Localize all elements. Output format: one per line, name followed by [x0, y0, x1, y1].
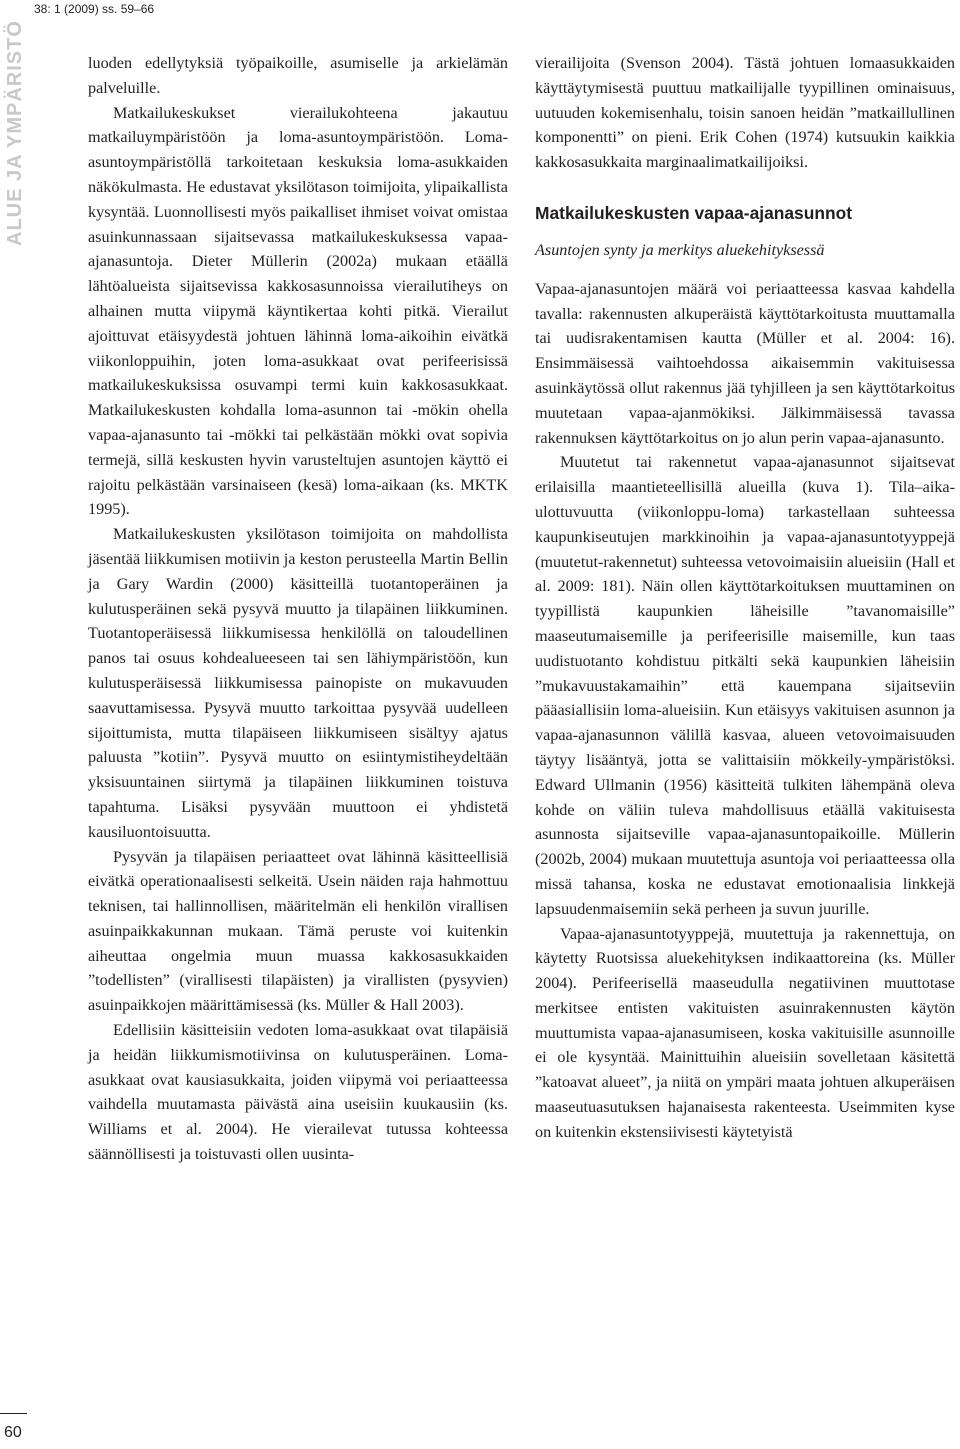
right-column: [535, 51, 955, 1145]
journal-issue-info: 38: 1 (2009) ss. 59–66: [34, 2, 155, 16]
journal-side-title: ALUE JA YMPÄRISTÖ: [4, 20, 26, 246]
page-number-divider: [0, 1413, 27, 1414]
paragraph: Edellisiin käsitteisiin vedoten loma-asukkaat ovat tilapäisiä ja heidän liikkumismotiivinsa on kulutusperäinen. Loma-asukkaat ovat kausiasukkaita, joiden viipymä voi periaatteessa vaihdella muutamasta päivästä aina useisiin kuukausiin (ks. Williams et al. 2004). He vierailevat tutussa kohteessa säännöllisesti ja toistuvasti ollen uusinta-: [88, 1021, 508, 1164]
section-heading: Matkailukeskusten vapaa-ajanasunnot: [535, 202, 853, 223]
paragraph: vierailijoita (Svenson 2004). Tästä johtuen lomaasukkaiden käyttäytymisestä puuttuu matkailijalle tyypillinen ominaisuus, uutuuden kokemisenhalu, toisin sanoen heidän ”matkaillullinen komponentti” on pieni. Erik Cohen (1974) kutsuukin kaikkia kakkosasukkaita marginaalimatkailijoiksi.: [535, 54, 955, 172]
paragraph: Matkailukeskukset vierailukohteena jakautuu matkailuympäristöön ja loma-asuntoympäristöön. Loma-asuntoympäristöllä tarkoitetaan keskuksia loma-asukkaiden näkökulmasta. He edustavat yksilötason toimijoita, ylipaikallista kysyntää. Luonnollisesti myös paikalliset ihmiset voivat omistaa asuinkunnassaan sijaitsevassa matkailukeskuksessa vapaa-ajanasuntoja. Dieter Müllerin (2002a) mukaan etäällä lähtöalueista sijaitsevissa kakkosasunnoissa vierailutiheys on alhainen mutta viipymä käyntikertaa kohti pitkä. Vierailut ajoittuvat etäisyydestä johtuen lähinnä loma-aikoihin eivätkä viikonloppuihin, joten loma-asukkaat ovat perifeerisissä matkailukeskuksissa osuvampi termi kuin kakkosasukkaat. Matkailukeskusten kohdalla loma-asunnon tai -mökin ohella vapaa-ajanasunto tai -mökki tai pelkästään mökki ovat sopivia termejä, sillä keskusten hyvin varusteltujen asuntojen käyttö ei rajoitu pelkästään varsinaiseen (kesä) loma-aikaan (ks. MKTK 1995).: [88, 103, 508, 519]
page-number: 60: [4, 1424, 22, 1441]
paragraph: Matkailukeskusten yksilötason toimijoita on mahdollista jäsentää liikkumisen motiivin ja keston perusteella Martin Bellin ja Gary Wardin (2000) käsitteillä tuotantoperäinen ja kulutusperäinen sekä pysyvä muutto ja tilapäinen liikkuminen. Tuotantoperäisessä liikkumisessa henkilöllä on taloudellinen panos tai osuus kohdealueeseen tai sen lähiympäristöön, kun kulutusperäisessä liikkumisessa painopiste on mukavuuden saavuttamisessa. Pysyvä muutto tarkoittaa pysyvää uudelleen sijoittumista, mutta tilapäiseen liikkumiseen sisältyy ajatus paluusta ”kotiin”. Pysyvä muutto on esiintymistiheydeltään yksisuuntainen siirtymä ja tilapäinen liikkuminen toistuva tapahtuma. Lisäksi pysyvään muuttoon ei yhdistetä kausiluontoisuutta.: [88, 525, 508, 841]
sub-heading: Asuntojen synty ja merkitys aluekehityksessä: [535, 240, 825, 259]
margin-strip: [0, 0, 27, 1449]
paragraph: Muutetut tai rakennetut vapaa-ajanasunnot sijaitsevat erilaisilla maantieteellisillä alueilla (kuva 1). Tila–aika-ulottuvuutta (viikonloppu-loma) tarkastellaan suhteessa kaupunkiseutujen markkinoihin ja vapaa-ajanasuntotyyppejä (muutetut-rakennetut) suhteessa vetovoimaisiin alueisiin (Hall et al. 2009: 181). Näin ollen käyttötarkoituksen muuttaminen on tyypillistä kaupunkien läheisille ”tavanomaisille” maaseutumaisemille ja perifeerisille maisemille, kun taas uudistuotanto kohdistuu pitkälti sekä kaupunkien läheisiin ”mukavuustakamaihin” että kauempana sijaitseviin pääasiallisiin loma-alueisiin. Kun etäisyys vakituisen asunnon ja vapaa-ajanasunnon välillä kasvaa, alueen vetovoimaisuuden täytyy lisääntyä, jotta se valittaisiin mökkeily-ympäristöksi. Edward Ullmanin (1956) käsitteitä tulkiten lähempänä oleva kohde on väliin tuleva mahdollisuus etäällä vakituisesta asunnosta sijaitseville vapaa-ajanasuntopaikoille. Müllerin (2002b, 2004) mukaan muutettuja asuntoja voi periaatteessa olla missä tahansa, koska ne edustavat emotionaalisia linkkejä lapsuudenmaisemiin sekä perheen ja suvun juurille.: [535, 453, 955, 918]
left-column: [88, 51, 508, 1167]
paragraph: Vapaa-ajanasuntojen määrä voi periaatteessa kasvaa kahdella tavalla: rakennusten alkuperäistä käyttötarkoitusta muuttamalla tai uudisrakentamisen kautta (Müller et al. 2004: 16). Ensimmäisessä vaihtoehdossa aikaisemmin vakituisessa asuinkäytössä ollut rakennus jää tyhjilleen ja sen käyttötarkoitus muutetaan vapaa-ajanmökiksi. Jälkimmäisessä tavassa rakennuksen käyttötarkoitus on jo alun perin vapaa-ajanasunto.: [535, 279, 955, 447]
paragraph: Pysyvän ja tilapäisen periaatteet ovat lähinnä käsitteellisiä eivätkä operationaalisesti selkeitä. Usein näiden raja hahmottuu teknisen, tai hallinnollisen, määritelmän eli henkilön virallisen asuinpaikkakunnan mukaan. Tämä peruste voi kuitenkin aiheuttaa ongelmia muun muassa kakkosasukkaiden ”todellisten” (virallisesti tilapäisten) ja virallisten (pysyvien) asuinpaikkojen määrittämisessä (ks. Müller & Hall 2003).: [88, 847, 508, 1015]
paragraph: Vapaa-ajanasuntotyyppejä, muutettuja ja rakennettuja, on käytetty Ruotsissa aluekehityksen indikaattoreina (ks. Müller 2004). Perifeerisellä maaseudulla negatiivinen muuttotase merkitsee entisten vakituisten asuinrakennusten käytön muuttumista vapaa-ajanasumiseen, koska vakituisille asunnoille ei ole kysyntää. Mainittuihin alueisiin sovelletaan käsitettä ”katoavat alueet”, ja niitä on ympäri maata johtuen alkuperäisen maaseutuasutuksen hajanaisesta rakenteesta. Useimmiten kyse on kuitenkin ekstensiivisesti käytetyistä: [535, 924, 955, 1141]
paragraph: luoden edellytyksiä työpaikoille, asumiselle ja arkielämän palveluille.: [88, 54, 508, 97]
